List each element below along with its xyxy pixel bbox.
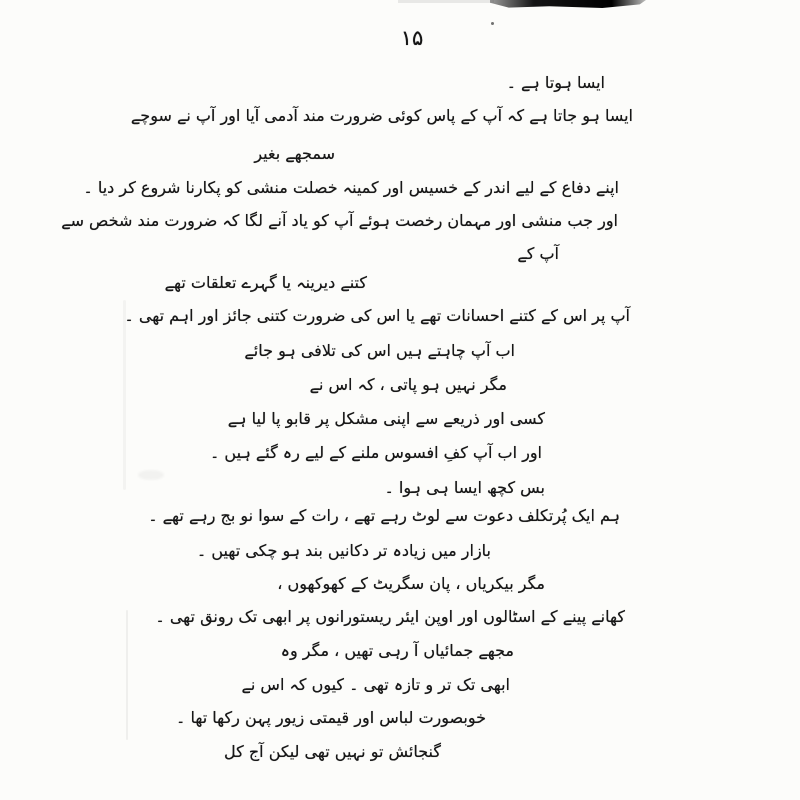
text-line: کسی اور ذریعے سے اپنی مشکل پر قابو پا لیا ہے [227, 409, 545, 428]
text-line: کتنے دیرینہ یا گہرے تعلقات تھے [164, 273, 367, 292]
text-line: بس کچھ ایسا ہی ہوا ۔ [384, 478, 545, 497]
ink-speck [491, 22, 494, 25]
text-line: آپ کے [517, 244, 559, 263]
text-line: اپنے دفاع کے لیے اندر کے خسیس اور کمینہ خصلت منشی کو پکارنا شروع کر دیا ۔ [83, 178, 619, 197]
text-line: گنجائش تو نہیں تھی لیکن آج کل [224, 742, 441, 761]
text-line: آپ پر اس کے کتنے احسانات تھے یا اس کی ضرورت کتنی جائز اور اہم تھی ۔ [124, 306, 630, 325]
text-line: بازار میں زیادہ تر دکانیں بند ہو چکی تھیں ۔ [196, 541, 491, 560]
text-line: ایسا ہوتا ہے ۔ [506, 73, 605, 92]
text-line: مجھے جمائیاں آ رہی تھیں ، مگر وہ [280, 641, 514, 660]
text-line: ایسا ہو جاتا ہے کہ آپ کے پاس کوئی ضرورت مند آدمی آیا اور آپ نے سوچے [130, 106, 633, 125]
text-line: اب آپ چاہتے ہیں اس کی تلافی ہو جائے [244, 341, 515, 360]
text-line: خوبصورت لباس اور قیمتی زیور پہن رکھا تھا ۔ [176, 708, 486, 727]
text-line: کھانے پینے کے اسٹالوں اور اوپن ایئر ریستورانوں پر ابھی تک رونق تھی ۔ [155, 607, 625, 626]
text-line: اور اب آپ کفِ افسوس ملنے کے لیے رہ گئے ہیں ۔ [209, 443, 542, 462]
text-line: مگر نہیں ہو پاتی ، کہ اس نے [309, 375, 507, 394]
scan-smear-artifact [398, 0, 494, 3]
text-line: ہم ایک پُرتکلف دعوت سے لوٹ رہے تھے ، رات کے سوا نو بج رہے تھے ۔ [148, 506, 620, 525]
page-edge-smudge [126, 610, 128, 740]
paper-blot [138, 470, 164, 480]
text-line: ابھی تک تر و تازہ تھی ۔ کیوں کہ اس نے [241, 675, 510, 694]
page-number: ۱۵ [400, 26, 424, 50]
text-line: اور جب منشی اور مہمان رخصت ہوئے آپ کو یاد آنے لگا کہ ضرورت مند شخص سے [61, 211, 618, 230]
text-line: مگر بیکریاں ، پان سگریٹ کے کھوکھوں ، [277, 574, 545, 593]
page-edge-smudge [123, 300, 126, 490]
scan-streak-artifact [490, 0, 646, 8]
text-line: سمجھے بغیر [254, 144, 335, 163]
